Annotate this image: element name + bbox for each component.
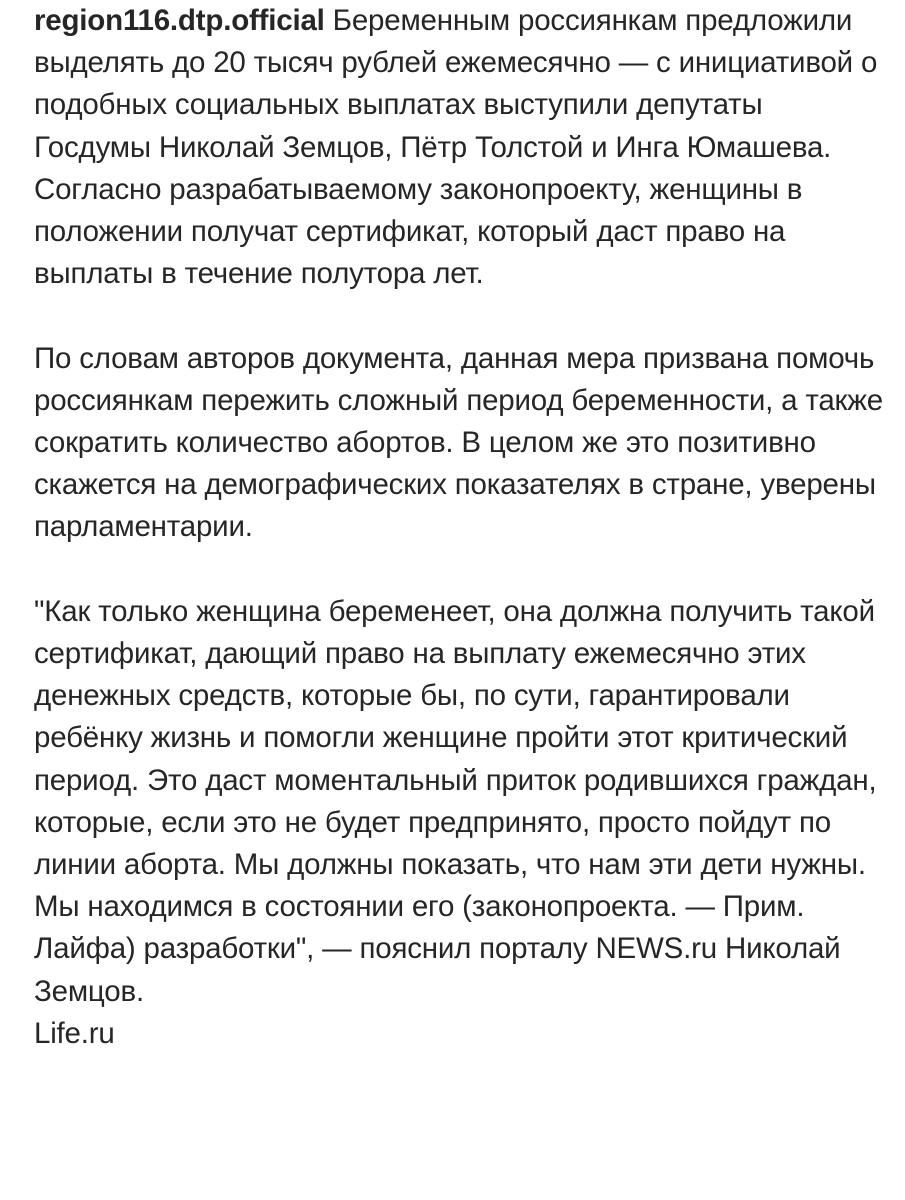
caption-paragraph-2: По словам авторов документа, данная мера призвана помочь россиянкам пережить сложный период беременности, а также сократить количество абортов. В целом же это позитивно скажется на демографических показателях в стране, уверены парламентарии. xyxy=(34,341,883,544)
caption-text-1: Беременным россиянкам предложили выделять до 20 тысяч рублей ежемесячно — с инициативой о подобных социальных выплатах выступили депутаты Госдумы Николай Земцов, Пётр Толстой и Инга Юмашева. Согласно разрабатываемому законопроекту, женщины в положении получат сертификат, который даст право на выплаты в течение полутора лет. xyxy=(34,4,878,291)
caption-paragraph-1 xyxy=(34,0,884,295)
caption-paragraph-3: "Как только женщина беременеет, она должна получить такой сертификат, дающий право на выплату ежемесячно этих денежных средств, которые бы, по сути, гарантировали ребёнку жизнь и помогли женщине пройти этот критический период. Это даст моментальный приток родившихся граждан, которые, если это не будет предпринято, просто пойдут по линии аборта. Мы должны показать, что нам эти дети нужны. Мы находимся в состоянии его (законопроекта. — Прим. Лайфа) разработки", — пояснил порталу NEWS.ru Николай Земцов. xyxy=(34,594,877,1008)
source-label: Life.ru xyxy=(34,1016,115,1050)
post-caption xyxy=(34,0,884,1055)
username-link[interactable]: region116.dtp.official xyxy=(34,4,325,37)
